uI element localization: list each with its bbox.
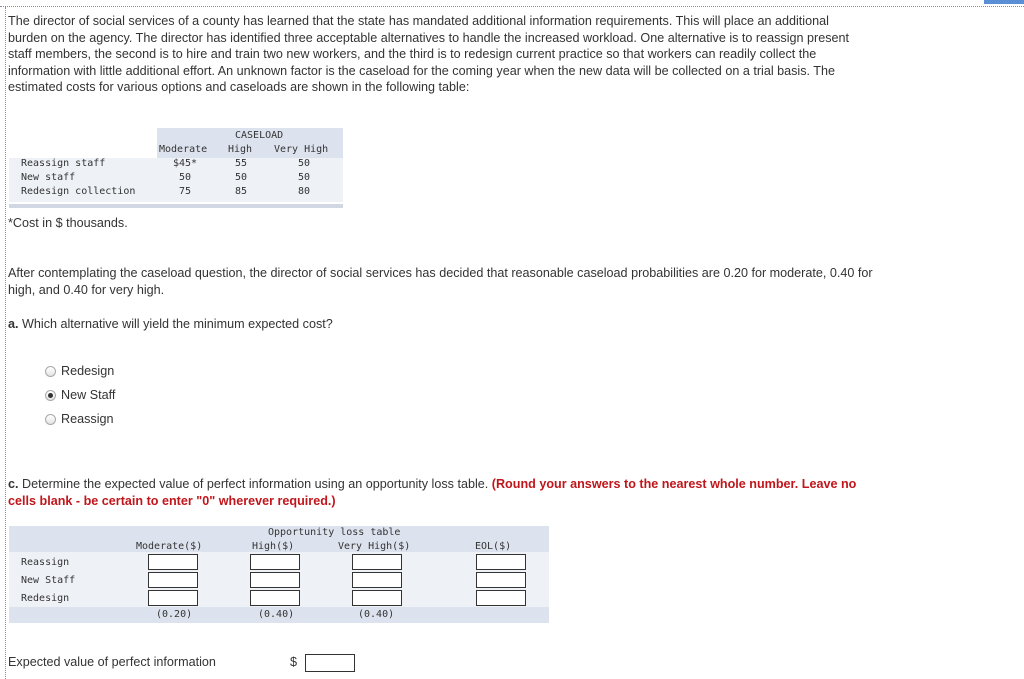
input-redesign-very-high[interactable] (352, 590, 402, 606)
option-reassign[interactable] (45, 412, 114, 426)
input-reassign-moderate[interactable] (148, 554, 198, 570)
option-redesign[interactable] (45, 364, 114, 378)
question-c-label: c. (8, 477, 19, 491)
row-label-new-staff: New staff (21, 172, 76, 183)
question-c-instruction: (Round your answers to the nearest whole number. Leave no cells blank - be certain to enter "0" wherever required.) (8, 477, 857, 508)
cost-table (9, 128, 343, 210)
opp-col-moderate: Moderate($) (136, 541, 203, 552)
frame-left-border (5, 7, 6, 679)
col-very-high: Very High (274, 144, 329, 155)
top-right-tab (984, 0, 1024, 4)
radio-redesign[interactable] (45, 366, 56, 377)
radio-reassign[interactable] (45, 414, 56, 425)
caseload-header: CASELOAD (235, 130, 284, 141)
cell-redesign-moderate: 75 (179, 186, 192, 197)
question-a-label: a. (8, 317, 19, 331)
cell-reassign-very-high: 50 (298, 158, 311, 169)
input-redesign-moderate[interactable] (148, 590, 198, 606)
problem-statement: The director of social services of a county has learned that the state has mandated additional information requirements. This will place an additional burden on the agency. The director has identified three acceptable alternatives to handle the increased workload. One alternative is to reassign present staff members, the second is to hire and train two new workers, and the third is to redesign current practice so that workers can readily collect the information with little additional effort. An unknown factor is the caseload for the coming year when the new data will be collected on a trial basis. The estimated costs for various options and caseloads are shown in the following table: (8, 14, 850, 95)
input-new-staff-very-high[interactable] (352, 572, 402, 588)
option-redesign-label[interactable]: Redesign (61, 364, 115, 378)
opp-col-eol: EOL($) (475, 541, 512, 552)
input-new-staff-high[interactable] (250, 572, 300, 588)
opp-prob-very-high: (0.40) (358, 609, 395, 620)
col-high: High (228, 144, 253, 155)
cell-redesign-very-high: 80 (298, 186, 311, 197)
input-redesign-eol[interactable] (476, 590, 526, 606)
opp-row-label-reassign: Reassign (21, 557, 70, 568)
input-reassign-eol[interactable] (476, 554, 526, 570)
col-moderate: Moderate (159, 144, 208, 155)
opp-prob-high: (0.40) (258, 609, 295, 620)
cell-new-staff-high: 50 (235, 172, 248, 183)
input-new-staff-eol[interactable] (476, 572, 526, 588)
input-redesign-high[interactable] (250, 590, 300, 606)
question-c (8, 476, 878, 509)
option-reassign-label[interactable]: Reassign (61, 412, 114, 426)
cell-new-staff-very-high: 50 (298, 172, 311, 183)
option-new-staff[interactable] (45, 388, 115, 402)
input-reassign-high[interactable] (250, 554, 300, 570)
probabilities-text: After contemplating the caseload question, the director of social services has decided that reasonable caseload probabilities are 0.20 for moderate, 0.40 for high, and 0.40 for very high. (8, 266, 873, 297)
cell-redesign-high: 85 (235, 186, 248, 197)
opp-col-very-high: Very High($) (338, 541, 411, 552)
input-new-staff-moderate[interactable] (148, 572, 198, 588)
cell-reassign-high: 55 (235, 158, 248, 169)
opp-prob-moderate: (0.20) (156, 609, 193, 620)
opportunity-table-title: Opportunity loss table (268, 527, 401, 538)
cost-table-bottom-rule (9, 204, 343, 208)
cell-reassign-moderate: $45* (173, 158, 198, 169)
opp-col-high: High($) (252, 541, 295, 552)
evpi-currency: $ (290, 655, 298, 669)
frame-top-border (0, 6, 1024, 7)
radio-new-staff[interactable] (45, 390, 56, 401)
question-a-text: Which alternative will yield the minimum expected cost? (18, 317, 333, 331)
option-new-staff-label[interactable]: New Staff (61, 388, 116, 402)
opp-row-label-redesign: Redesign (21, 593, 70, 604)
row-label-redesign-collection: Redesign collection (21, 186, 136, 197)
evpi-input[interactable] (305, 654, 355, 672)
input-reassign-very-high[interactable] (352, 554, 402, 570)
opp-row-label-new-staff: New Staff (21, 575, 76, 586)
question-c-text: Determine the expected value of perfect information using an opportunity loss table. (18, 477, 492, 491)
evpi-label: Expected value of perfect information (8, 655, 216, 669)
row-label-reassign-staff: Reassign staff (21, 158, 106, 169)
question-a (8, 317, 333, 331)
cell-new-staff-moderate: 50 (179, 172, 192, 183)
cost-footnote: *Cost in $ thousands. (8, 216, 128, 230)
